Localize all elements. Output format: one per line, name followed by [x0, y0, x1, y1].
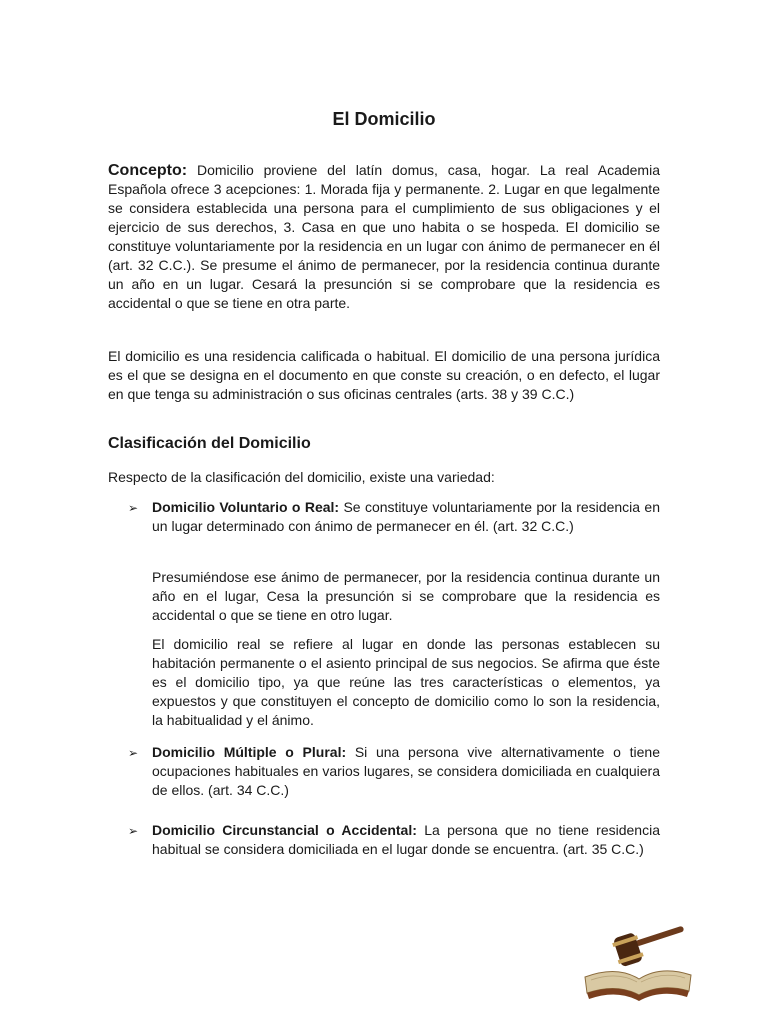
list-item-body: Se constituye voluntariamente por la residencia en un lugar determinado con ánimo de permanecer en él. (art. 32 C.C.) — [152, 499, 660, 534]
sub-paragraph: El domicilio real se refiere al lugar en donde las personas establecen su habitación permanente o el asiento principal de sus negocios. Se afirma que éste es el domicilio tipo, ya que reúne las tres características o elementos, ya expuestos y que constituyen el concepto de domicilio como lo son la residencia, la habitualidad y el ánimo. — [152, 636, 660, 728]
arrow-bullet-icon: ➢ — [128, 824, 139, 838]
list-item-body: Si una persona vive alternativamente o tiene ocupaciones habituales en varios lugares, se considera domiciliada en cualquiera de ellos. (art. 34 C.C.) — [152, 744, 660, 798]
list-item-body: La persona que no tiene residencia habitual se considera domiciliada en el lugar donde se encuentra. (art. 35 C.C.) — [152, 822, 660, 857]
concept-paragraph — [108, 161, 660, 313]
classification-intro: Respecto de la clasificación del domicilio, existe una variedad: — [108, 469, 495, 485]
sub-paragraph: Presumiéndose ese ánimo de permanecer, por la residencia continua durante un año en el lugar, Cesa la presunción si se comprobare que la residencia es accidental o que se tiene en otro lugar. — [152, 569, 660, 623]
concept-text: Domicilio proviene del latín domus, casa, hogar. La real Academia Española ofrece 3 acepciones: 1. Morada fija y permanente. 2. Lugar en que legalmente se considera establecida una persona para el cumplimiento de sus obligaciones y el ejercicio de sus derechos, 3. Casa en que uno habita o se hospeda. El domicilio se constituye voluntariamente por la residencia en un lugar con ánimo de permanecer en él (art. 32 C.C.). Se presume el ánimo de permanecer, por la residencia continua durante un año en un lugar. Cesará la presunción si se comprobare que la residencia es accidental o que se tiene en otra parte. — [108, 162, 660, 311]
list-item-text — [152, 498, 660, 536]
list-item-text — [152, 743, 660, 800]
arrow-bullet-icon: ➢ — [128, 501, 139, 515]
list-item-text — [152, 821, 660, 859]
section-heading: Clasificación del Domicilio — [108, 435, 311, 452]
page-title: El Domicilio — [332, 109, 436, 129]
residence-paragraph: El domicilio es una residencia calificada o habitual. El domicilio de una persona jurídica es el que se designa en el documento en que conste su creación, o en defecto, el lugar en que tenga su administración o sus oficinas centrales (arts. 38 y 39 C.C.) — [108, 348, 660, 402]
gavel-and-book-icon — [577, 925, 697, 1005]
arrow-bullet-icon: ➢ — [128, 746, 139, 760]
concept-label: Concepto: — [108, 162, 188, 179]
list-item-label: Domicilio Múltiple o Plural: — [152, 744, 347, 760]
list-item-label: Domicilio Voluntario o Real: — [152, 499, 340, 515]
list-item-label: Domicilio Circunstancial o Accidental: — [152, 822, 417, 838]
